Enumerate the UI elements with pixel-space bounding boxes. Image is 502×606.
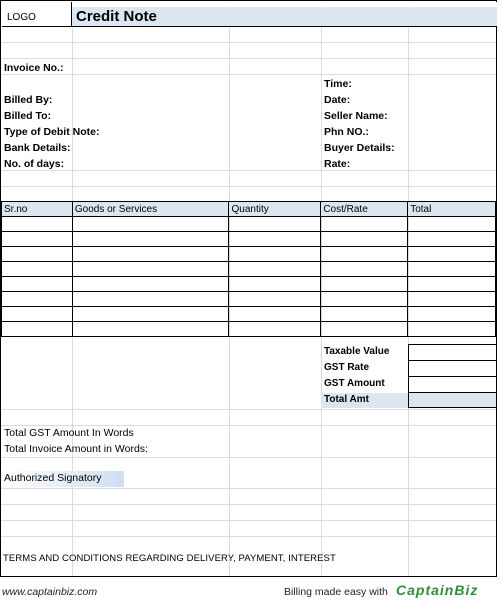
items-table: [1, 201, 496, 337]
table-cell[interactable]: [72, 262, 229, 277]
table-cell[interactable]: [229, 307, 321, 322]
table-cell[interactable]: [72, 247, 229, 262]
table-cell[interactable]: [321, 247, 408, 262]
no-of-days-label: No. of days:: [4, 158, 65, 170]
table-cell[interactable]: [321, 217, 408, 232]
table-cell[interactable]: [321, 262, 408, 277]
table-cell[interactable]: [321, 232, 408, 247]
invoice-amount-in-words-label: Total Invoice Amount in Words:: [4, 443, 148, 455]
table-cell[interactable]: [229, 292, 321, 307]
billed-by-label: Billed By:: [4, 94, 53, 106]
table-cell[interactable]: [229, 232, 321, 247]
bank-details-label: Bank Details:: [4, 142, 71, 154]
table-cell[interactable]: [229, 277, 321, 292]
invoice-no-label: Invoice No.:: [4, 62, 64, 74]
table-cell[interactable]: [408, 262, 496, 277]
table-cell[interactable]: [2, 247, 73, 262]
taxable-value-field[interactable]: [408, 344, 497, 361]
table-cell[interactable]: [2, 262, 73, 277]
total-amt-label: Total Amt: [321, 393, 408, 408]
table-cell[interactable]: [229, 247, 321, 262]
table-row: [2, 277, 496, 292]
buyer-details-label: Buyer Details:: [324, 142, 395, 154]
column-header-total: Total: [408, 202, 496, 217]
table-cell[interactable]: [229, 262, 321, 277]
table-cell[interactable]: [72, 217, 229, 232]
table-cell[interactable]: [2, 232, 73, 247]
billed-to-label: Billed To:: [4, 110, 52, 122]
table-cell[interactable]: [321, 277, 408, 292]
table-cell[interactable]: [72, 232, 229, 247]
table-cell[interactable]: [2, 277, 73, 292]
table-row: [2, 217, 496, 232]
table-cell[interactable]: [408, 307, 496, 322]
items-table-header: [2, 202, 496, 217]
column-header-cost-rate: Cost/Rate: [321, 202, 408, 217]
table-cell[interactable]: [408, 217, 496, 232]
authorized-signatory-label: Authorized Signatory: [1, 471, 124, 487]
table-cell[interactable]: [2, 322, 73, 337]
gst-rate-field[interactable]: [408, 360, 497, 377]
logo-placeholder: LOGO: [2, 2, 72, 27]
table-cell[interactable]: [408, 322, 496, 337]
table-cell[interactable]: [229, 322, 321, 337]
table-cell[interactable]: [229, 217, 321, 232]
footer-url[interactable]: www.captainbiz.com: [2, 586, 98, 598]
gst-amount-field[interactable]: [408, 376, 497, 393]
table-row: [2, 322, 496, 337]
table-cell[interactable]: [321, 322, 408, 337]
date-label: Date:: [324, 94, 351, 106]
total-amt-field[interactable]: [408, 392, 497, 408]
page-title: Credit Note: [72, 7, 497, 27]
table-row: [2, 292, 496, 307]
captainbiz-logo: CaptainBiz: [396, 582, 479, 598]
gst-rate-label: GST Rate: [324, 362, 370, 373]
table-cell[interactable]: [72, 307, 229, 322]
table-cell[interactable]: [72, 277, 229, 292]
table-cell[interactable]: [72, 292, 229, 307]
phn-no-label: Phn NO.:: [324, 126, 369, 138]
table-cell[interactable]: [2, 292, 73, 307]
table-row: [2, 247, 496, 262]
column-header-quantity: Quantity: [229, 202, 321, 217]
taxable-value-label: Taxable Value: [324, 346, 390, 357]
terms-and-conditions: TERMS AND CONDITIONS REGARDING DELIVERY, PAYMENT, INTEREST: [3, 553, 336, 564]
table-cell[interactable]: [408, 277, 496, 292]
column-header-sr-no: Sr.no: [2, 202, 73, 217]
footer-tagline: Billing made easy with: [284, 586, 388, 598]
seller-name-label: Seller Name:: [324, 110, 388, 122]
table-cell[interactable]: [321, 292, 408, 307]
gst-amount-label: GST Amount: [324, 378, 385, 389]
table-cell[interactable]: [408, 292, 496, 307]
column-header-goods: Goods or Services: [72, 202, 229, 217]
table-row: [2, 307, 496, 322]
table-cell[interactable]: [408, 247, 496, 262]
table-cell[interactable]: [2, 307, 73, 322]
table-cell[interactable]: [408, 232, 496, 247]
table-row: [2, 262, 496, 277]
table-cell[interactable]: [72, 322, 229, 337]
table-cell[interactable]: [2, 217, 73, 232]
rate-label: Rate:: [324, 158, 351, 170]
time-label: Time:: [324, 78, 352, 90]
type-of-debit-note-label: Type of Debit Note:: [4, 126, 100, 138]
table-row: [2, 232, 496, 247]
gst-amount-in-words-label: Total GST Amount In Words: [4, 427, 134, 439]
table-cell[interactable]: [321, 307, 408, 322]
